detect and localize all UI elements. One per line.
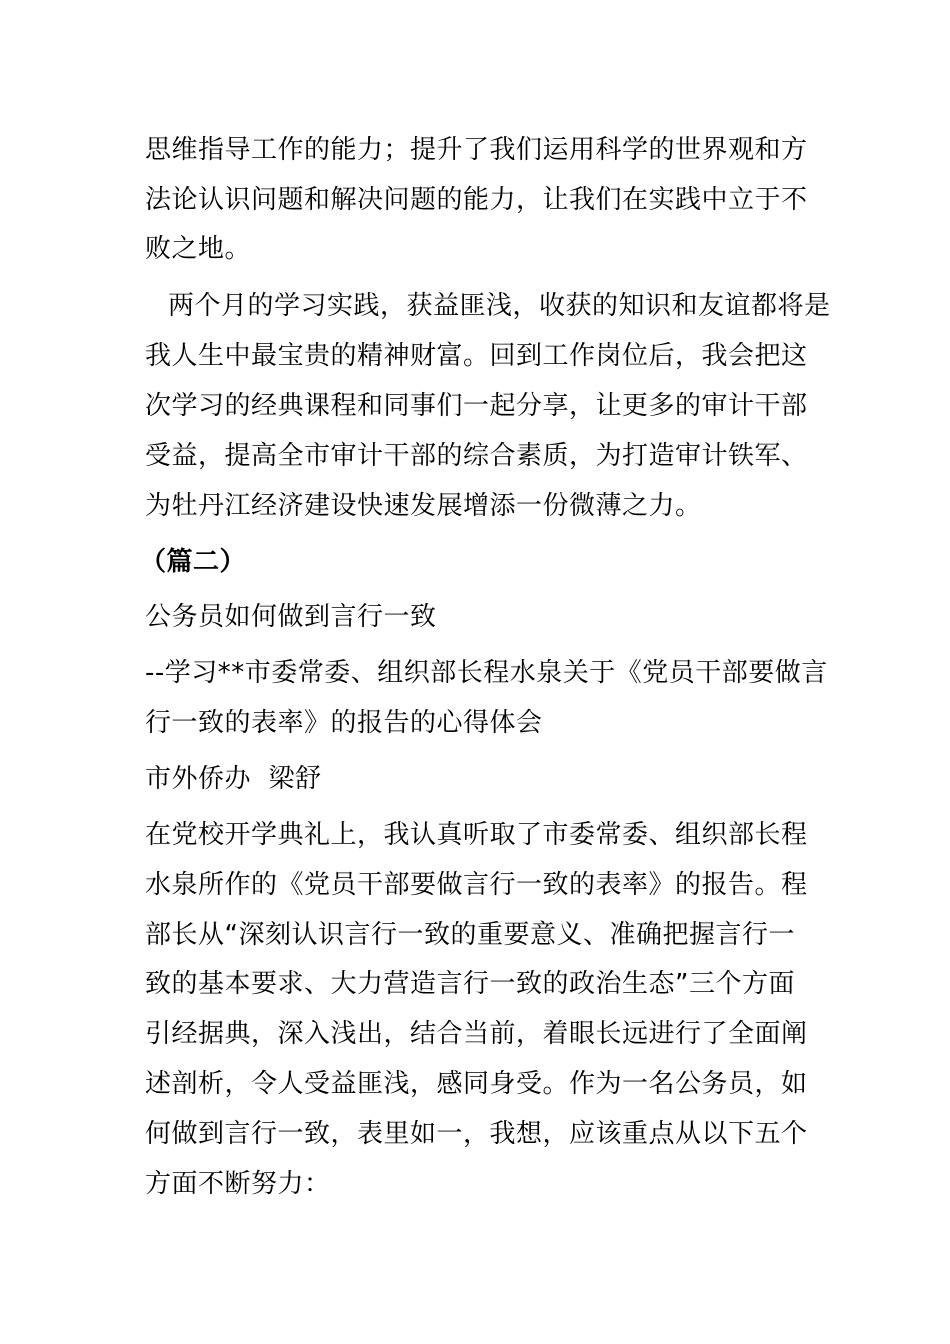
paragraph-3-line-7: 何做到言行一致，表里如一，我想，应该重点从以下五个 (145, 1119, 808, 1149)
paragraph-3-line-5: 引经据典，深入浅出，结合当前，着眼长远进行了全面阐 (145, 1019, 808, 1049)
article-title: 公务员如何做到言行一致 (145, 602, 437, 632)
paragraph-1-line-2: 法论认识问题和解决问题的能力，让我们在实践中立于不 (145, 185, 808, 215)
paragraph-1-line-3: 败之地。 (145, 234, 252, 264)
paragraph-2-line-5: 为牡丹江经济建设快速发展增添一份微薄之力。 (145, 491, 702, 521)
paragraph-3-line-3: 部长从“深刻认识言行一致的重要意义、准确把握言行一 (145, 920, 795, 950)
subtitle-line-1: --学习**市委常委、组织部长程水泉关于《党员干部要做言 (145, 658, 828, 688)
paragraph-3-line-6: 述剖析，令人受益匪浅，感同身受。作为一名公务员，如 (145, 1069, 808, 1099)
paragraph-2-line-1: 两个月的学习实践，获益匪浅，收获的知识和友谊都将是 (168, 291, 831, 321)
paragraph-2-line-3: 次学习的经典课程和同事们一起分享，让更多的审计干部 (145, 391, 808, 421)
paragraph-2-line-4: 受益，提高全市审计干部的综合素质，为打造审计铁军、 (145, 441, 808, 471)
paragraph-3-line-8: 方面不断努力： (145, 1169, 331, 1199)
paragraph-2-line-2: 我人生中最宝贵的精神财富。回到工作岗位后，我会把这 (145, 341, 808, 371)
author-line: 市外侨办 梁舒 (145, 764, 322, 794)
paragraph-3-line-2: 水泉所作的《党员干部要做言行一致的表率》的报告。程 (145, 870, 808, 900)
paragraph-1-line-1: 思维指导工作的能力；提升了我们运用科学的世界观和方 (145, 135, 808, 165)
section-heading: （篇二） (140, 547, 247, 577)
paragraph-3-line-4: 致的基本要求、大力营造言行一致的政治生态”三个方面 (145, 969, 795, 999)
subtitle-line-2: 行一致的表率》的报告的心得体会 (145, 708, 543, 738)
paragraph-3-line-1: 在党校开学典礼上，我认真听取了市委常委、组织部长程 (145, 820, 808, 850)
